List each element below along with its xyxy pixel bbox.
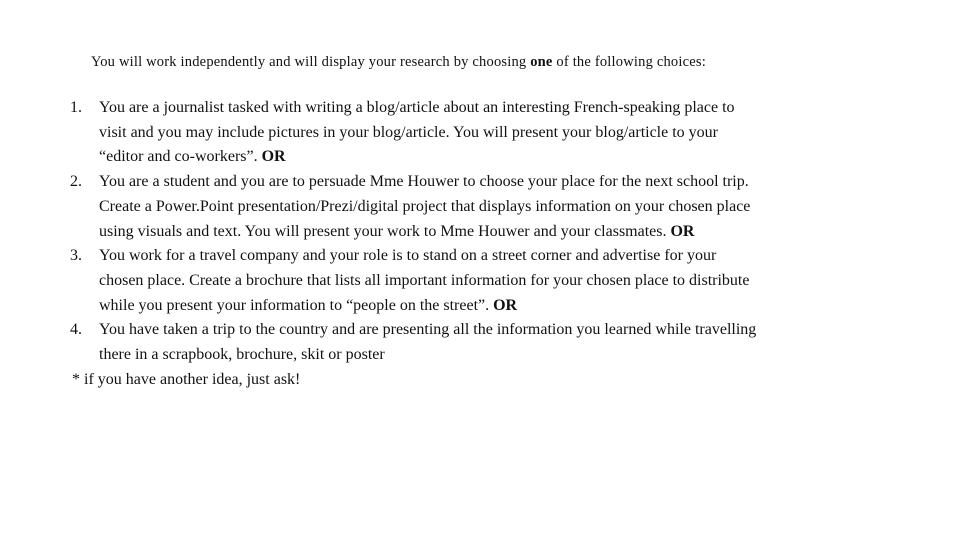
choice-line: chosen place. Create a brochure that lists all important information for your chosen place to distribute: [99, 271, 750, 289]
choice-line: You work for a travel company and your role is to stand on a street corner and advertise for your: [99, 247, 717, 265]
or-label: OR: [670, 222, 695, 240]
choice-item-3: [70, 244, 860, 318]
intro-bold-word: one: [530, 54, 553, 70]
choice-item-2: [70, 170, 860, 244]
choice-line: You are a journalist tasked with writing a blog/article about an interesting French-speaking place to: [99, 99, 735, 116]
choice-number: 4.: [70, 321, 82, 339]
choice-line: You are a student and you are to persuade Mme Houwer to choose your place for the next school trip.: [99, 173, 749, 191]
choice-item-4: [70, 318, 860, 367]
or-label: OR: [493, 296, 518, 314]
choice-line: visit and you may include pictures in your blog/article. You will present your blog/article to your: [99, 123, 718, 141]
intro-text-end: of the following choices:: [552, 54, 706, 70]
choice-number: 2.: [70, 173, 82, 191]
choice-line-last: [99, 220, 860, 245]
footnote: * if you have another idea, just ask!: [72, 371, 301, 388]
choice-line-last: [99, 145, 860, 170]
choice-line: You have taken a trip to the country and are presenting all the information you learned while travelling: [99, 321, 757, 339]
choice-line-text: while you present your information to “people on the street”.: [99, 296, 494, 314]
intro-text: [91, 53, 891, 72]
choice-line-last: there in a scrapbook, brochure, skit or poster: [99, 346, 385, 364]
intro-text-start: You will work independently and will display your research by choosing: [91, 54, 531, 70]
choice-line-text: using visuals and text. You will present your work to Mme Houwer and your classmates.: [99, 222, 671, 240]
choice-number: 3.: [70, 247, 82, 265]
choice-item-1: [70, 96, 860, 170]
choice-number: 1.: [70, 99, 82, 116]
choice-line: Create a Power.Point presentation/Prezi/digital project that displays information on your chosen place: [99, 197, 751, 215]
or-label: OR: [261, 148, 286, 166]
choice-line-last: [99, 294, 860, 319]
choice-line-text: “editor and co-workers”.: [99, 148, 262, 166]
choices-list: [70, 96, 860, 368]
